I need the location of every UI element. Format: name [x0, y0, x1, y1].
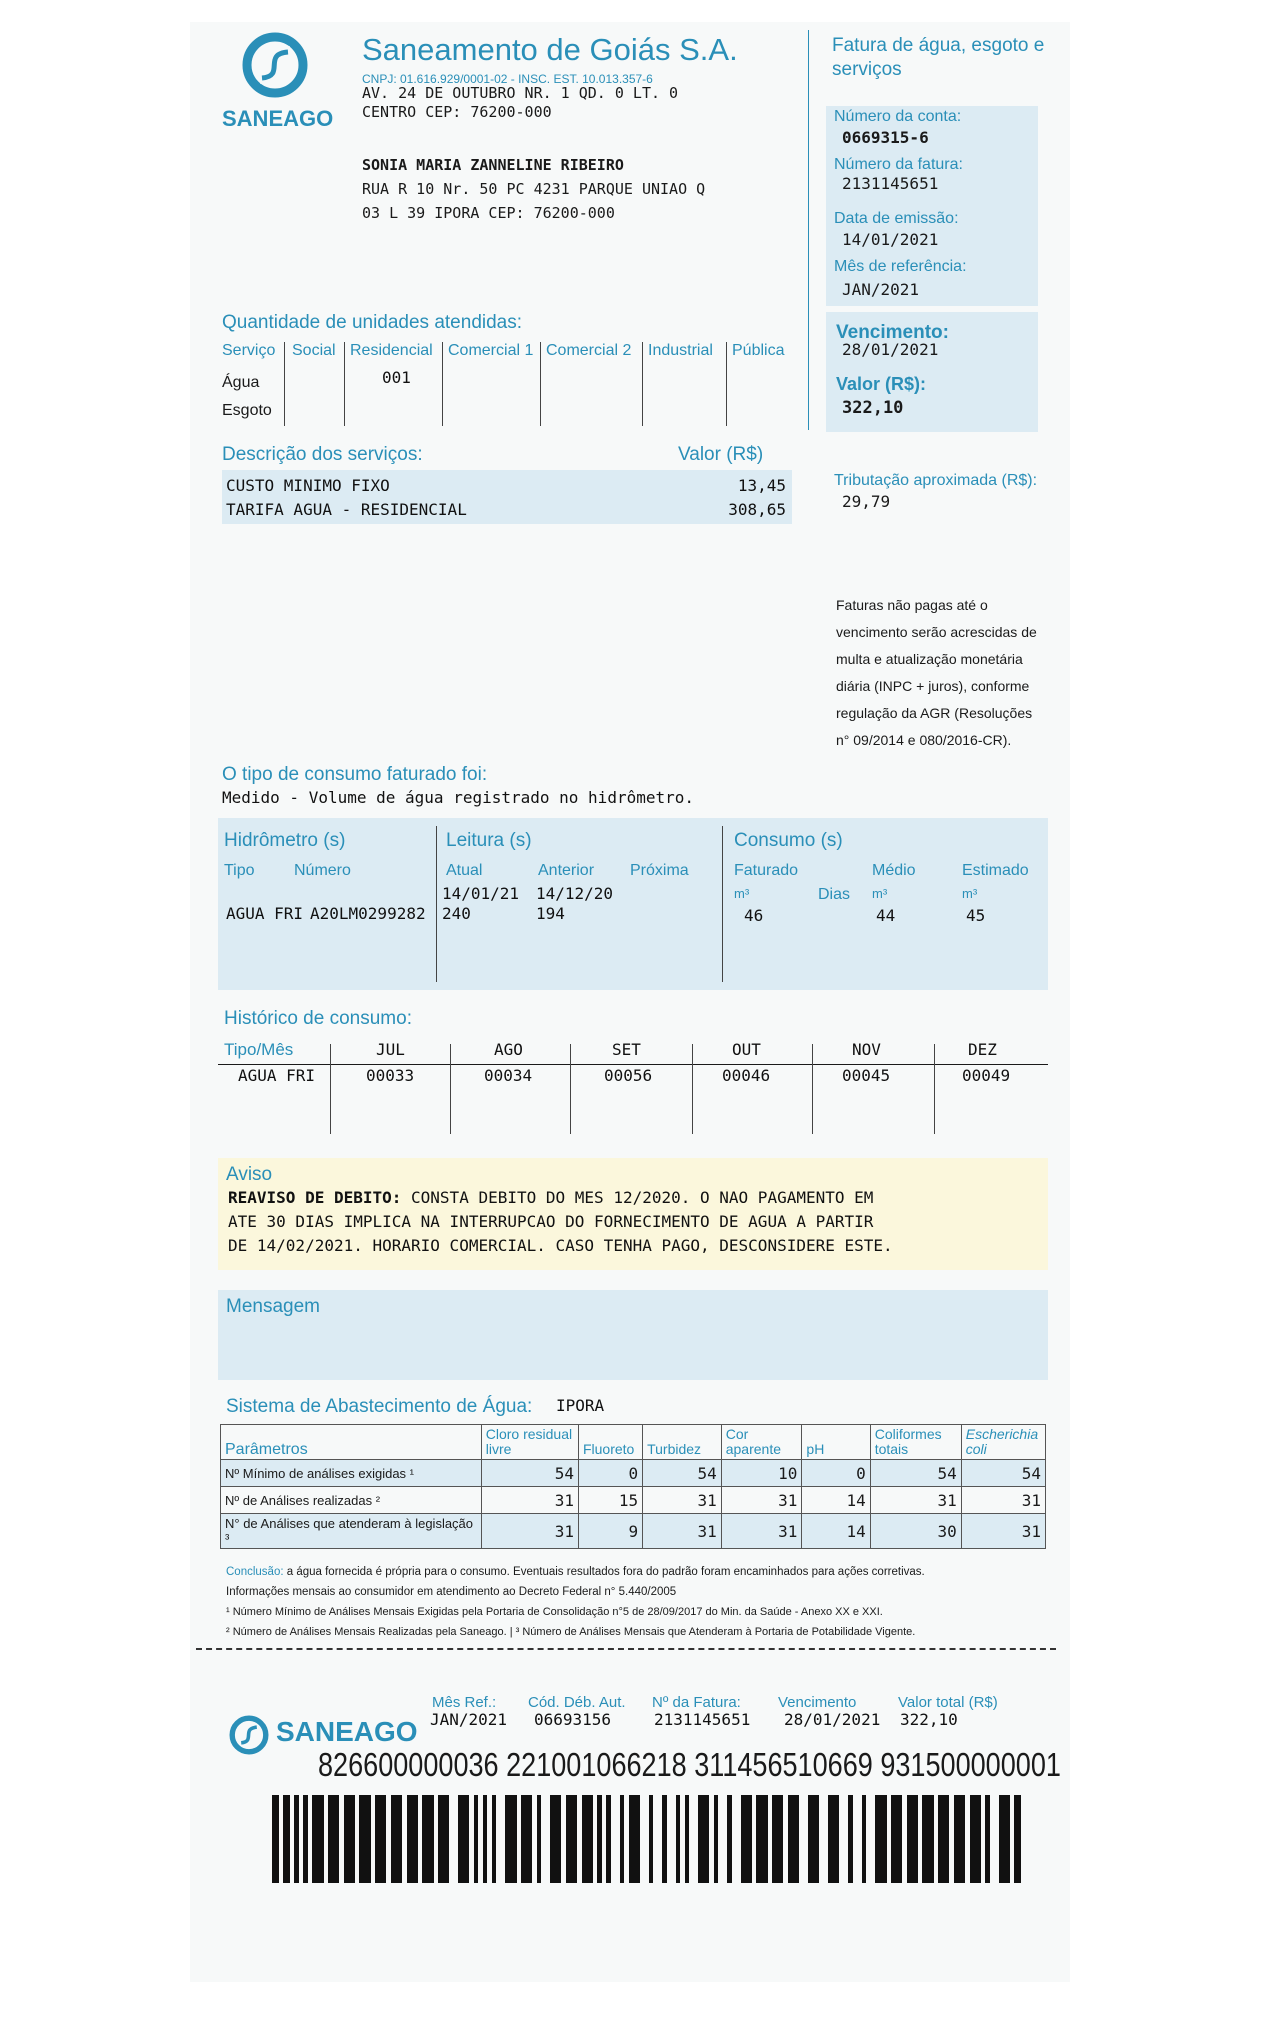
quality-value: 54	[481, 1460, 578, 1487]
quality-col: pH	[802, 1425, 870, 1460]
cut-line	[196, 1648, 1056, 1650]
quality-value: 31	[481, 1487, 578, 1514]
leitura-atual-value: 240	[442, 904, 471, 923]
quality-value: 14	[802, 1514, 870, 1549]
consumo-faturado-unit: m³	[734, 886, 750, 901]
quality-value: 31	[481, 1514, 578, 1549]
barcode-bar	[732, 1795, 741, 1883]
consumo-faturado-label: Faturado	[734, 862, 799, 879]
side-divider	[808, 30, 809, 430]
quality-value: 31	[961, 1487, 1045, 1514]
quality-value: 9	[578, 1514, 642, 1549]
barcode-bar	[359, 1795, 370, 1883]
quality-header-row	[221, 1425, 1046, 1460]
history-divider	[450, 1044, 451, 1134]
units-divider	[442, 342, 443, 426]
conclusion-label: Conclusão:	[226, 1566, 284, 1578]
barcode-bar	[422, 1795, 433, 1883]
consumo-title: Consumo (s)	[734, 830, 843, 851]
quality-value: 31	[721, 1487, 802, 1514]
barcode-bar	[496, 1795, 505, 1883]
leitura-atual-date: 14/01/21	[442, 884, 520, 903]
barcode-bar	[799, 1795, 808, 1883]
aviso-bold: REAVISO DE DEBITO:	[228, 1188, 402, 1207]
quality-value: 10	[721, 1460, 802, 1487]
barcode-bar	[741, 1795, 752, 1883]
history-month: NOV	[852, 1040, 881, 1059]
total-value: 322,10	[842, 398, 904, 418]
units-row-esgoto: Esgoto	[222, 402, 272, 419]
history-month: JUL	[376, 1040, 405, 1059]
quality-col: Coliformes totais	[870, 1425, 961, 1460]
history-value: 00056	[604, 1066, 653, 1085]
quality-value: 30	[870, 1514, 961, 1549]
barcode-bar	[566, 1795, 577, 1883]
stub-venc: 28/01/2021	[784, 1710, 881, 1729]
late-payment-notice: Faturas não pagas até o vencimento serão acrescidas de multa e atualização monetária diária (INPC + juros), conforme regulação da AGR (Resoluções n° 09/2014 e 080/2016-CR).	[836, 597, 1037, 748]
barcode-bar	[772, 1795, 783, 1883]
service-value: 13,45	[737, 476, 786, 495]
consumo-estimado-label: Estimado	[962, 862, 1029, 879]
barcode-bar	[970, 1795, 981, 1883]
barcode-bar	[629, 1795, 640, 1883]
meter-tipo-label: Tipo	[224, 862, 255, 879]
quality-note-3: ² Número de Análises Mensais Realizadas pela Saneago. | ³ Número de Análises Mensais que Atenderam à Portaria de Potabilidade Vigente.	[226, 1626, 916, 1638]
barcode-bar	[891, 1795, 902, 1883]
saneago-logo-icon	[240, 30, 310, 100]
barcode-bar	[907, 1795, 918, 1883]
leitura-anterior-label: Anterior	[538, 862, 595, 879]
barcode-bar	[819, 1795, 828, 1883]
history-title: Histórico de consumo:	[224, 1008, 412, 1029]
consumption-type-text: Medido - Volume de água registrado no hidrômetro.	[222, 788, 695, 807]
history-value: 00046	[722, 1066, 771, 1085]
consumo-dias-label: Dias	[818, 886, 851, 903]
quality-value: 31	[961, 1514, 1045, 1549]
meter-divider	[436, 826, 437, 982]
quality-col: Escherichia coli	[961, 1425, 1045, 1460]
barcode-bar	[1014, 1795, 1021, 1883]
logo-text: SANEAGO	[222, 106, 334, 131]
units-divider	[726, 342, 727, 426]
meter-numero-value: A20LM0299282	[310, 904, 426, 923]
history-value: 00034	[484, 1066, 533, 1085]
quality-col: Fluoreto	[578, 1425, 642, 1460]
barcode-bar	[875, 1795, 886, 1883]
mensagem-box	[218, 1290, 1048, 1380]
barcode	[272, 1795, 1022, 1883]
services-title: Descrição dos serviços:	[222, 444, 423, 465]
company-address-2: CENTRO CEP: 76200-000	[362, 103, 552, 121]
quality-note-1: Informações mensais ao consumidor em atendimento ao Decreto Federal n° 5.440/2005	[226, 1586, 677, 1598]
service-value: 308,65	[728, 500, 786, 519]
quality-value: 31	[721, 1514, 802, 1549]
customer-address-2: 03 L 39 IPORA CEP: 76200-000	[362, 204, 615, 222]
barcode-bar	[328, 1795, 339, 1883]
tax-value: 29,79	[842, 492, 891, 511]
quality-row-label: N° de Análises que atenderam à legislação ³	[221, 1514, 482, 1549]
consumo-medio-unit: m³	[872, 886, 888, 901]
quality-conclusion	[226, 1566, 925, 1578]
mensagem-title: Mensagem	[226, 1296, 320, 1317]
history-value: 00049	[962, 1066, 1011, 1085]
barcode-bar	[375, 1795, 386, 1883]
hidrometro-title: Hidrômetro (s)	[224, 830, 346, 851]
history-month: AGO	[494, 1040, 523, 1059]
customer-name: SONIA MARIA ZANNELINE RIBEIRO	[362, 156, 624, 174]
quality-title: Sistema de Abastecimento de Água:	[226, 1396, 533, 1417]
barcode-bar	[689, 1795, 698, 1883]
barcode-bar	[449, 1795, 458, 1883]
issue-date: 14/01/2021	[842, 230, 939, 249]
leitura-atual-label: Atual	[446, 862, 483, 879]
barcode-bar	[344, 1795, 355, 1883]
stub-fatura-label: Nº da Fatura:	[652, 1694, 741, 1711]
barcode-bar	[272, 1795, 279, 1883]
barcode-bar	[541, 1795, 550, 1883]
units-header-servico: Serviço	[222, 342, 276, 359]
quality-table	[220, 1424, 1046, 1549]
meter-divider	[722, 826, 723, 982]
barcode-bar	[283, 1795, 290, 1883]
barcode-bar	[438, 1795, 449, 1883]
barcode-bar	[505, 1795, 516, 1883]
stub-fatura: 2131145651	[654, 1710, 751, 1729]
barcode-bar	[828, 1795, 839, 1883]
consumo-medio-label: Médio	[872, 862, 916, 879]
aviso-line-1	[228, 1188, 873, 1207]
history-value: 00033	[366, 1066, 415, 1085]
units-divider	[284, 342, 285, 426]
stub-cod: 06693156	[534, 1710, 612, 1729]
barcode-bar	[640, 1795, 649, 1883]
services-value-header: Valor (R$)	[678, 444, 764, 465]
barcode-bar	[698, 1795, 709, 1883]
units-header-publica: Pública	[732, 342, 785, 359]
stub-mes-ref-label: Mês Ref.:	[432, 1694, 497, 1711]
meter-tipo-value: AGUA FRI	[226, 904, 304, 923]
stub-logo-icon	[228, 1714, 270, 1756]
company-address-1: AV. 24 DE OUTUBRO NR. 1 QD. 0 LT. 0	[362, 84, 679, 102]
service-desc: CUSTO MINIMO FIXO	[226, 476, 390, 495]
barcode-number: 826600000036 221001066218 311456510669 931500000001	[318, 1746, 1061, 1783]
barcode-bar	[922, 1795, 933, 1883]
due-date: 28/01/2021	[842, 340, 939, 359]
quality-row-label: Nº de Análises realizadas ²	[221, 1487, 482, 1514]
ref-label: Mês de referência:	[834, 258, 967, 275]
quality-value: 31	[643, 1514, 722, 1549]
quality-value: 31	[870, 1487, 961, 1514]
barcode-bar	[312, 1795, 323, 1883]
doc-title: Fatura de água, esgoto e serviços	[832, 35, 1045, 80]
history-divider	[812, 1044, 813, 1134]
account-number: 0669315-6	[842, 128, 929, 147]
quality-system: IPORA	[556, 1396, 605, 1415]
stub-valor: 322,10	[900, 1710, 958, 1729]
value-label: Valor (R$):	[836, 374, 927, 394]
barcode-bar	[853, 1795, 862, 1883]
barcode-bar	[458, 1795, 469, 1883]
issue-label: Data de emissão:	[834, 210, 959, 227]
consumption-type-title: O tipo de consumo faturado foi:	[222, 764, 488, 785]
history-divider	[692, 1044, 693, 1134]
history-rule	[218, 1064, 1048, 1065]
consumo-estimado-value: 45	[966, 906, 986, 925]
units-header-comercial2: Comercial 2	[546, 342, 632, 359]
history-tipo: AGUA FRI	[238, 1066, 316, 1085]
stub-valor-label: Valor total (R$)	[898, 1694, 998, 1711]
quality-value: 54	[870, 1460, 961, 1487]
quality-note-2: ¹ Número Mínimo de Análises Mensais Exigidas pela Portaria de Consolidação n°5 de 28/09/2017 do Min. da Saúde - Anexo XX e XXI.	[226, 1606, 883, 1618]
service-desc: TARIFA AGUA - RESIDENCIAL	[226, 500, 467, 519]
customer-address-1: RUA R 10 Nr. 50 PC 4231 PARQUE UNIAO Q	[362, 180, 706, 198]
units-header-comercial1: Comercial 1	[448, 342, 534, 359]
leitura-anterior-date: 14/12/20	[536, 884, 614, 903]
units-row-agua: Água	[222, 374, 260, 391]
quality-value: 0	[802, 1460, 870, 1487]
stub-mes-ref: JAN/2021	[430, 1710, 508, 1729]
barcode-bar	[391, 1795, 402, 1883]
quality-value: 54	[643, 1460, 722, 1487]
quality-col: Cor aparente	[721, 1425, 802, 1460]
history-divider	[570, 1044, 571, 1134]
aviso-title: Aviso	[226, 1164, 273, 1185]
barcode-bar	[866, 1795, 875, 1883]
barcode-bar	[550, 1795, 561, 1883]
stub-logo-text: SANEAGO	[276, 1716, 418, 1747]
barcode-bar	[582, 1795, 593, 1883]
units-divider	[540, 342, 541, 426]
units-header-residencial: Residencial	[350, 342, 433, 359]
consumo-medio-value: 44	[876, 906, 896, 925]
units-header-social: Social	[292, 342, 336, 359]
quality-param-header: Parâmetros	[221, 1425, 482, 1460]
units-divider	[642, 342, 643, 426]
account-label: Número da conta:	[834, 108, 962, 125]
barcode-bar	[611, 1795, 620, 1883]
consumo-faturado-value: 46	[744, 906, 764, 925]
history-tipo-mes: Tipo/Mês	[224, 1040, 294, 1059]
aviso-line-3: DE 14/02/2021. HORARIO COMERCIAL. CASO TENHA PAGO, DESCONSIDERE ESTE.	[228, 1236, 893, 1255]
barcode-bar	[718, 1795, 727, 1883]
ref-month: JAN/2021	[842, 280, 920, 299]
invoice-number: 2131145651	[842, 174, 939, 193]
barcode-bar	[521, 1795, 532, 1883]
cnpj: CNPJ: 01.616.929/0001-02 - INSC. EST. 10.013.357-6	[362, 72, 653, 86]
history-divider	[934, 1044, 935, 1134]
stub-cod-label: Cód. Déb. Aut.	[528, 1694, 626, 1711]
history-month: DEZ	[968, 1040, 997, 1059]
leitura-anterior-value: 194	[536, 904, 565, 923]
barcode-bar	[667, 1795, 676, 1883]
barcode-bar	[788, 1795, 799, 1883]
quality-row	[221, 1487, 1046, 1514]
quality-value: 15	[578, 1487, 642, 1514]
barcode-bar	[808, 1795, 819, 1883]
invoice-label: Número da fatura:	[834, 156, 963, 173]
history-month: OUT	[732, 1040, 761, 1059]
stub-venc-label: Vencimento	[778, 1694, 857, 1711]
quality-value: 14	[802, 1487, 870, 1514]
history-month: SET	[612, 1040, 641, 1059]
barcode-bar	[938, 1795, 949, 1883]
history-value: 00045	[842, 1066, 891, 1085]
due-label: Vencimento:	[836, 322, 949, 343]
quality-row	[221, 1460, 1046, 1487]
quality-row	[221, 1514, 1046, 1549]
meter-numero-label: Número	[294, 862, 351, 879]
conclusion-text: a água fornecida é própria para o consumo. Eventuais resultados fora do padrão foram encaminhados para ações corretivas.	[283, 1566, 925, 1578]
quality-value: 31	[643, 1487, 722, 1514]
leitura-title: Leitura (s)	[446, 830, 532, 851]
quality-row-label: Nº Mínimo de análises exigidas ¹	[221, 1460, 482, 1487]
units-title: Quantidade de unidades atendidas:	[222, 312, 523, 333]
history-divider	[330, 1044, 331, 1134]
tax-label: Tributação aproximada (R$):	[834, 472, 1038, 489]
company-name: Saneamento de Goiás S.A.	[362, 32, 738, 67]
barcode-bar	[407, 1795, 418, 1883]
barcode-bar	[839, 1795, 848, 1883]
quality-value: 0	[578, 1460, 642, 1487]
units-divider	[344, 342, 345, 426]
barcode-bar	[999, 1795, 1010, 1883]
units-residencial-agua: 001	[382, 368, 411, 387]
quality-col: Turbidez	[643, 1425, 722, 1460]
barcode-bar	[653, 1795, 662, 1883]
barcode-bar	[954, 1795, 965, 1883]
leitura-proxima-label: Próxima	[630, 862, 689, 879]
quality-col: Cloro residual livre	[481, 1425, 578, 1460]
quality-value: 54	[961, 1460, 1045, 1487]
aviso-line-2: ATE 30 DIAS IMPLICA NA INTERRUPCAO DO FORNECIMENTO DE AGUA A PARTIR	[228, 1212, 874, 1231]
barcode-bar	[756, 1795, 767, 1883]
aviso-text-1: CONSTA DEBITO DO MES 12/2020. O NAO PAGAMENTO EM	[401, 1188, 874, 1207]
barcode-bar	[990, 1795, 999, 1883]
units-header-industrial: Industrial	[648, 342, 713, 359]
consumo-estimado-unit: m³	[962, 886, 978, 901]
